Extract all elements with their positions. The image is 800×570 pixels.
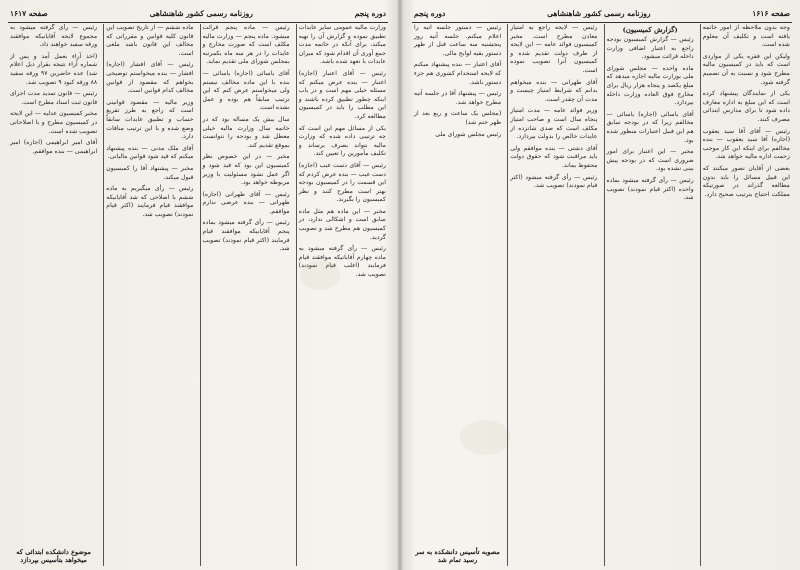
paragraph: رئیس — لایحه راجع به امتیاز معادن مطرح است. مخبر کمیسیون فوائد عامه — این لایحه از طرف دولت تقدیم شده و کمیسیون آنرا تصویب نموده است.: [510, 24, 598, 74]
paragraph: آقای دشتی — بنده موافقم ولی باید مراقبت شود که حقوق دولت محفوظ بماند.: [510, 144, 598, 169]
paragraph: بعضی از آقایان تصور میکنند که این قبیل مسائل را باید بدون مطالعه گذراند در صورتیکه مملکت احتیاج بترتیب صحیح دارد.: [702, 164, 790, 198]
paragraph: ولیکن این فقره یکی از مواردی است که باید در کمیسیون مالیه مطرح شود و نسبت به آن تصمیم گرفته شود.: [702, 52, 790, 86]
right-column-1: [700, 24, 792, 566]
paragraph: آقای طهرانی — بنده میخواهم بدانم که شرایط امتیاز چیست و مدت آن چقدر است.: [510, 78, 598, 103]
paragraph: رئیس — آقای آقا سید یعقوب (اجازه) آقا سید یعقوب — بنده مخالفم برای اینکه این کار موجب زحمت اداره مالیه خواهد شد.: [702, 127, 790, 161]
column-footer-line: موضوع دانشکده ابتدائی که میخواهد بتأسیس بپردازد: [16, 548, 91, 564]
paragraph: مخبر — در این خصوص نظر کمیسیون این بود که قید شود و اگر عمل نشود مسئولیت با وزیر مربوطه خواهد بود.: [202, 153, 290, 187]
paragraph: سال بیش یک مساله بود که در خاتمه سال وزارت مالیه خیلی معطل شد و بودجه را نتوانست بموقع تقدیم کند.: [202, 115, 290, 149]
right-column-2: [604, 24, 696, 566]
left-column-1: [296, 24, 388, 566]
paragraph: مخبر — این ماده هم مثل ماده سابق است و اشکالی ندارد، در کمیسیون هم مطرح شد و تصویب گردید.: [298, 207, 386, 241]
paragraph: یکی از مسائل مهم این است که چه ترتیبی داده شده که وزارت مالیه بتواند بصرف برساند و تکلیف مأمورین را تعیین کند.: [298, 124, 386, 158]
paragraph: ماده واحده — مجلس شورای ملی بوزارت مالیه اجازه میدهد که مبلغ یکصد و پنجاه هزار ریال برای مخارج فوق العاده وزارت داخله بپردازد.: [606, 64, 694, 107]
paragraph: آقای اعتبار — بنده پیشنهاد میکنم که لایحه استخدام کشوری هم جزء دستور باشد.: [414, 61, 502, 86]
paragraph: (مجلس یک ساعت و ربع بعد از ظهر ختم شد): [414, 110, 502, 126]
paragraph: رئیس — رأی گرفته میشود به ماده چهارم آقایانیکه موافقند قیام فرمایند (اغلب قیام نمودند) تصویب شد.: [298, 245, 386, 279]
right-page-columns: [412, 24, 792, 566]
paragraph: رئیس — آقای افشار (اجازه) افشار — بنده میخواستم توضیحی بخواهم که مقصود از قوانین مخالف کدام قوانین است.: [106, 61, 194, 95]
paragraph: مخبر — پیشنهاد آقا را کمیسیون قبول میکند.: [106, 164, 194, 181]
paragraph: (اخذ آراء بعمل آمد و پس از شماره آراء نتیجه بقرار ذیل اعلام شد) عده حاضرین ۹۷ ورقه سفید ۸۸ ورقه کبود ۹ تصویب شد.: [10, 52, 98, 86]
paragraph: وزارت مالیه عمومی سایر عایدات تطبیق نموده و گزارش آن را تهیه میکند، برای آنکه در خاتمه مدت جمع آوری آن اقدام شود که میزان عایدات با تعهد شده باشد.: [298, 24, 386, 66]
paragraph: مخبر کمیسیون عدلیه — این لایحه در کمیسیون مطرح و با اصلاحاتی تصویب شده است.: [10, 110, 98, 135]
left-header-page-number: صفحه ۱۶۱۷: [10, 8, 48, 18]
right-page: [400, 0, 800, 570]
paragraph: رئیس — ماده پنجم قرائت میشود. ماده پنجم — وزارت مالیه مکلف است که صورت مخارج و عایدات را در هر سه ماه یکمرتبه بمجلس شورای ملی تقدیم نماید.: [202, 24, 290, 66]
left-page-header: [8, 6, 388, 23]
paragraph: رئیس — رأی گرفته میشود (اکثر قیام نمودند) تصویب شد.: [510, 173, 598, 190]
paragraph: رئیس — رأی گرفته میشود به مجموع لایحه آقایانیکه موافقند ورقه سفید خواهند داد.: [10, 24, 98, 49]
right-header-title: روزنامه رسمی کشور شاهنشاهی: [547, 8, 651, 18]
paragraph: وزیر مالیه — مقصود قوانینی است که راجع به طرز تفریغ حساب و تطبیق عایدات سابقاً وضع شده و با این ترتیب منافات دارد.: [106, 98, 194, 141]
right-header-page-number: صفحه ۱۶۱۶: [752, 8, 790, 18]
paragraph: رئیس — رأی گرفته میشود بماده پنجم آقایانیکه موافقند قیام فرمایند (اکثر قیام نمودند) تصویب شد.: [202, 219, 290, 253]
left-column-3: [103, 24, 195, 566]
paragraph: یکی از نمایندگان پیشنهاد کرده است که این مبلغ به اداره معارف داده شود تا برای مدارس ابتدائی مصرف کنند.: [702, 90, 790, 123]
left-header-title: روزنامه رسمی کشور شاهنشاهی: [149, 8, 253, 18]
paragraph: رئیس مجلس شورای ملی: [435, 130, 502, 138]
left-column-2: [200, 24, 292, 566]
right-column-4: [412, 24, 503, 566]
paragraph: رئیس — رأی گرفته میشود بماده واحده (اکثر قیام نمودند) تصویب شد.: [606, 176, 694, 202]
paragraph: رئیس — آقای اعتبار (اجازه) اعتبار — بنده عرض میکنم که مسئله خیلی مهم است و در باب اینکه چطور تطبیق کرده باشند و این مطلب را باید در کمیسیون مطالعه کرد.: [298, 69, 386, 120]
paragraph: رئیس — قانون تمدید مدت اجرای قانون ثبت اسناد مطرح است.: [10, 90, 98, 106]
column-footer-line: مصوبه تأسیس دانشکده به سر رسید تمام شد: [415, 548, 500, 564]
paragraph: ماده ششم — از تاریخ تصویب این قانون کلیه قوانین و مقرراتی که مخالف این قانون باشد ملغی است.: [106, 24, 194, 57]
section-subheading: (گزارش کمیسیون): [622, 26, 678, 34]
paragraph: رئیس — گزارش کمیسیون بودجه راجع به اعتبار اضافی وزارت داخله قرائت میشود.: [606, 36, 694, 61]
paragraph: آقای امیر ابراهیمی (اجازه) امیر ابراهیمی — بنده موافقم.: [10, 139, 98, 155]
right-column-3: [507, 24, 599, 566]
paragraph: آقای ملک مدنی — بنده پیشنهاد میکنم که قید شود قوانین مالیاتی.: [106, 144, 194, 161]
paragraph: رئیس — دستور جلسه آتیه را اعلام میکنم. جلسه آتیه روز پنجشنبه سه ساعت قبل از ظهر دستور بقیه لوایح مالی.: [414, 24, 502, 57]
left-column-4: [8, 24, 99, 566]
paragraph: وزیر فوائد عامه — مدت امتیاز پنجاه سال است و صاحب امتیاز مکلف است که صدی شانزده از عایدات خالص را بدولت بپردازد.: [510, 107, 598, 141]
paragraph: رئیس — آقای طهرانی (اجازه) طهرانی — بنده عرضی ندارم موافقم.: [202, 190, 290, 215]
paragraph: رئیس — رأی میگیریم به ماده ششم با اصلاحی که شد آقایانیکه موافقند قیام فرمایند (اکثر قیام نمودند) تصویب شد.: [106, 185, 194, 218]
right-page-header: [412, 6, 792, 23]
paragraph: رئیس — پیشنهاد آقا در جلسه آتیه مطرح خواهد شد.: [414, 90, 502, 106]
left-page-columns: [8, 24, 388, 566]
paragraph: مخبر — این اعتبار برای امور ضروری است که در بودجه پیش بینی نشده بود.: [606, 148, 694, 173]
paragraph: رئیس — آقای دست غیب (اجازه) دست غیب — بنده عرض کردم که این قسمت را در کمیسیون بودجه بهتر است مطرح کنند و نظر کمیسیون را بگیرند.: [298, 161, 386, 204]
left-header-issue: دوره پنجم: [354, 8, 386, 18]
paragraph: آقای یاسائی (اجازه) یاسائی — مخالفم زیرا که در بودجه سابق هم این قبیل اعتبارات منظور شده بود.: [606, 110, 694, 144]
right-header-issue: دوره پنجم: [414, 8, 446, 18]
paragraph: وجه بدون ملاحظه از امور خاتمه یافته است و تکلیف آن معلوم شده است.: [702, 24, 790, 49]
paragraph: آقای یاسائی (اجازه) یاسائی — بنده با این ماده مخالف نیستم ولی میخواستم عرض کنم که این ترتیب سابقاً هم بوده و عمل نشده است.: [202, 69, 290, 112]
